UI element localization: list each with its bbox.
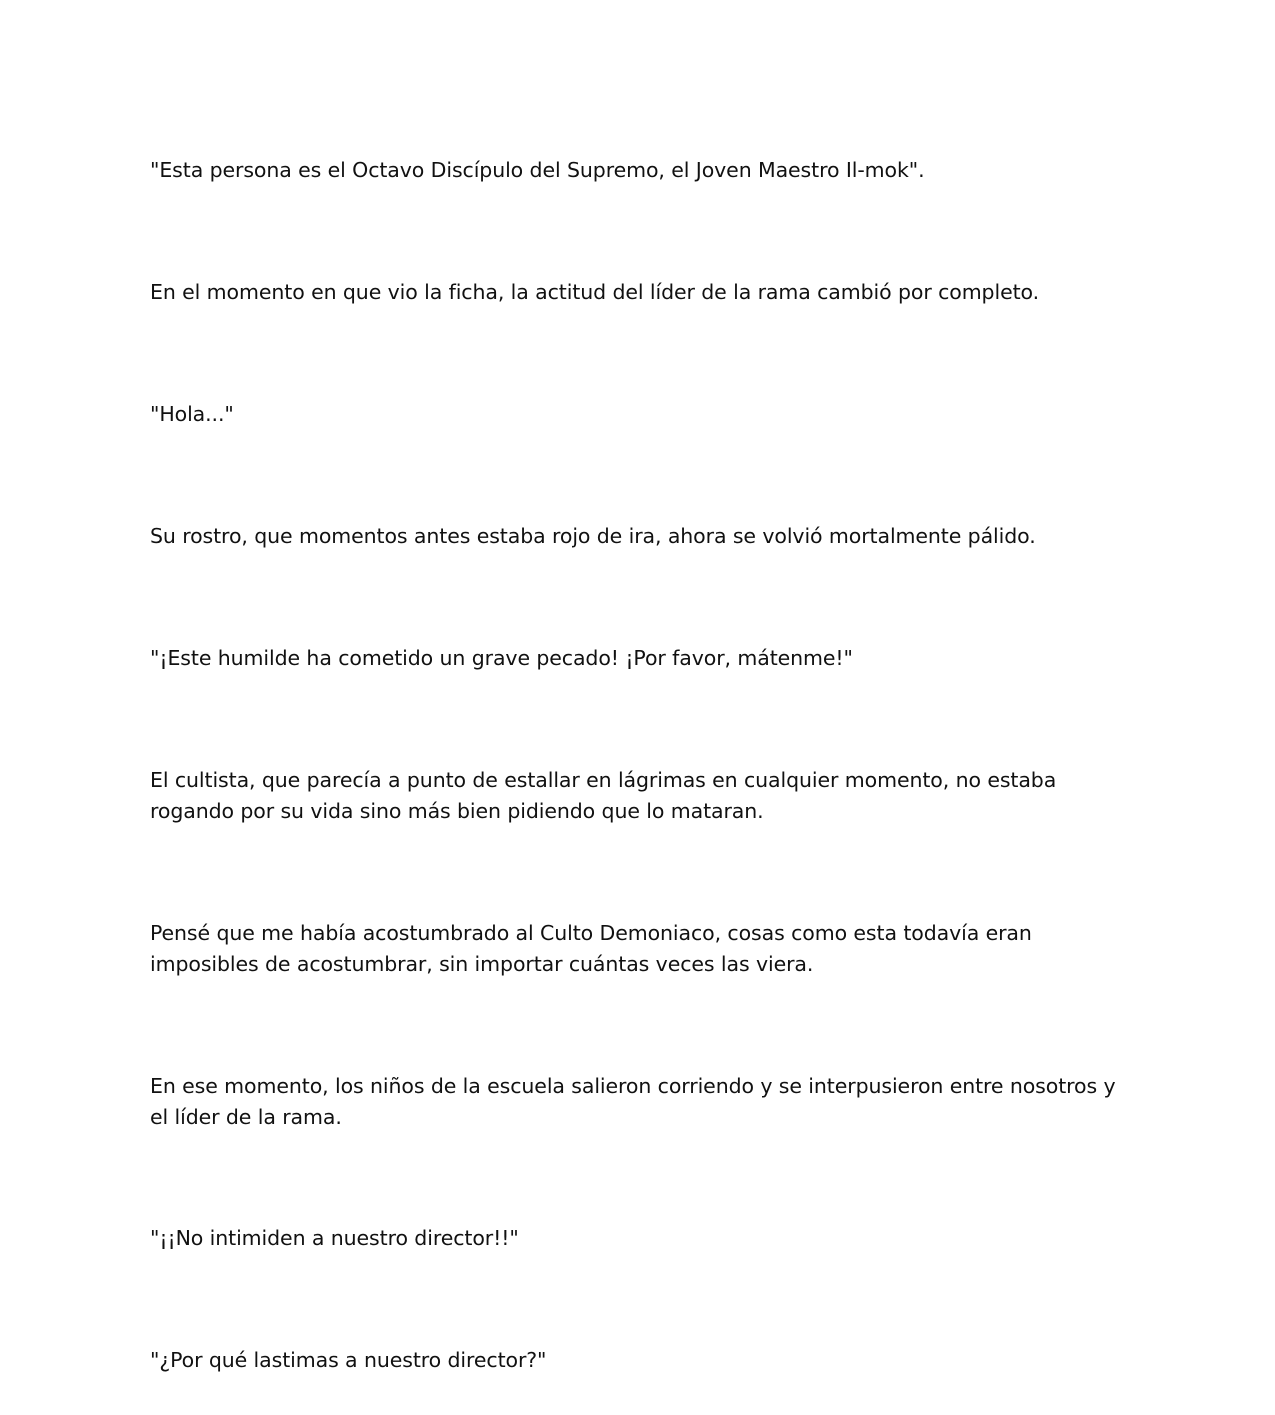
paragraph-line: "Hola..." xyxy=(150,402,234,426)
paragraph-line: "Esta persona es el Octavo Discípulo del Supremo, el Joven Maestro Il-mok". xyxy=(150,158,925,182)
paragraph-line: el líder de la rama. xyxy=(150,1105,342,1129)
paragraph-10 xyxy=(150,1345,1140,1376)
paragraph-3 xyxy=(150,399,1140,430)
paragraph-7 xyxy=(150,918,1140,980)
paragraph-line: rogando por su vida sino más bien pidiendo que lo mataran. xyxy=(150,799,764,823)
paragraph-5 xyxy=(150,643,1140,674)
paragraph-1 xyxy=(150,155,1140,186)
paragraph-line: "¿Por qué lastimas a nuestro director?" xyxy=(150,1348,547,1372)
paragraph-2 xyxy=(150,277,1140,308)
paragraph-4 xyxy=(150,521,1140,552)
paragraph-line: En el momento en que vio la ficha, la actitud del líder de la rama cambió por completo. xyxy=(150,280,1040,304)
paragraph-6 xyxy=(150,765,1140,827)
paragraph-line: Pensé que me había acostumbrado al Culto Demoniaco, cosas como esta todavía eran xyxy=(150,921,1032,945)
paragraph-line: "¡Este humilde ha cometido un grave pecado! ¡Por favor, mátenme!" xyxy=(150,646,853,670)
paragraph-9 xyxy=(150,1223,1140,1254)
paragraph-line: "¡¡No intimiden a nuestro director!!" xyxy=(150,1226,519,1250)
paragraph-line: imposibles de acostumbrar, sin importar cuántas veces las viera. xyxy=(150,952,814,976)
paragraph-8 xyxy=(150,1071,1140,1133)
paragraph-line: El cultista, que parecía a punto de estallar en lágrimas en cualquier momento, no estaba xyxy=(150,768,1057,792)
paragraph-line: Su rostro, que momentos antes estaba rojo de ira, ahora se volvió mortalmente pálido. xyxy=(150,524,1036,548)
paragraph-line: En ese momento, los niños de la escuela salieron corriendo y se interpusieron entre nosotros y xyxy=(150,1074,1116,1098)
